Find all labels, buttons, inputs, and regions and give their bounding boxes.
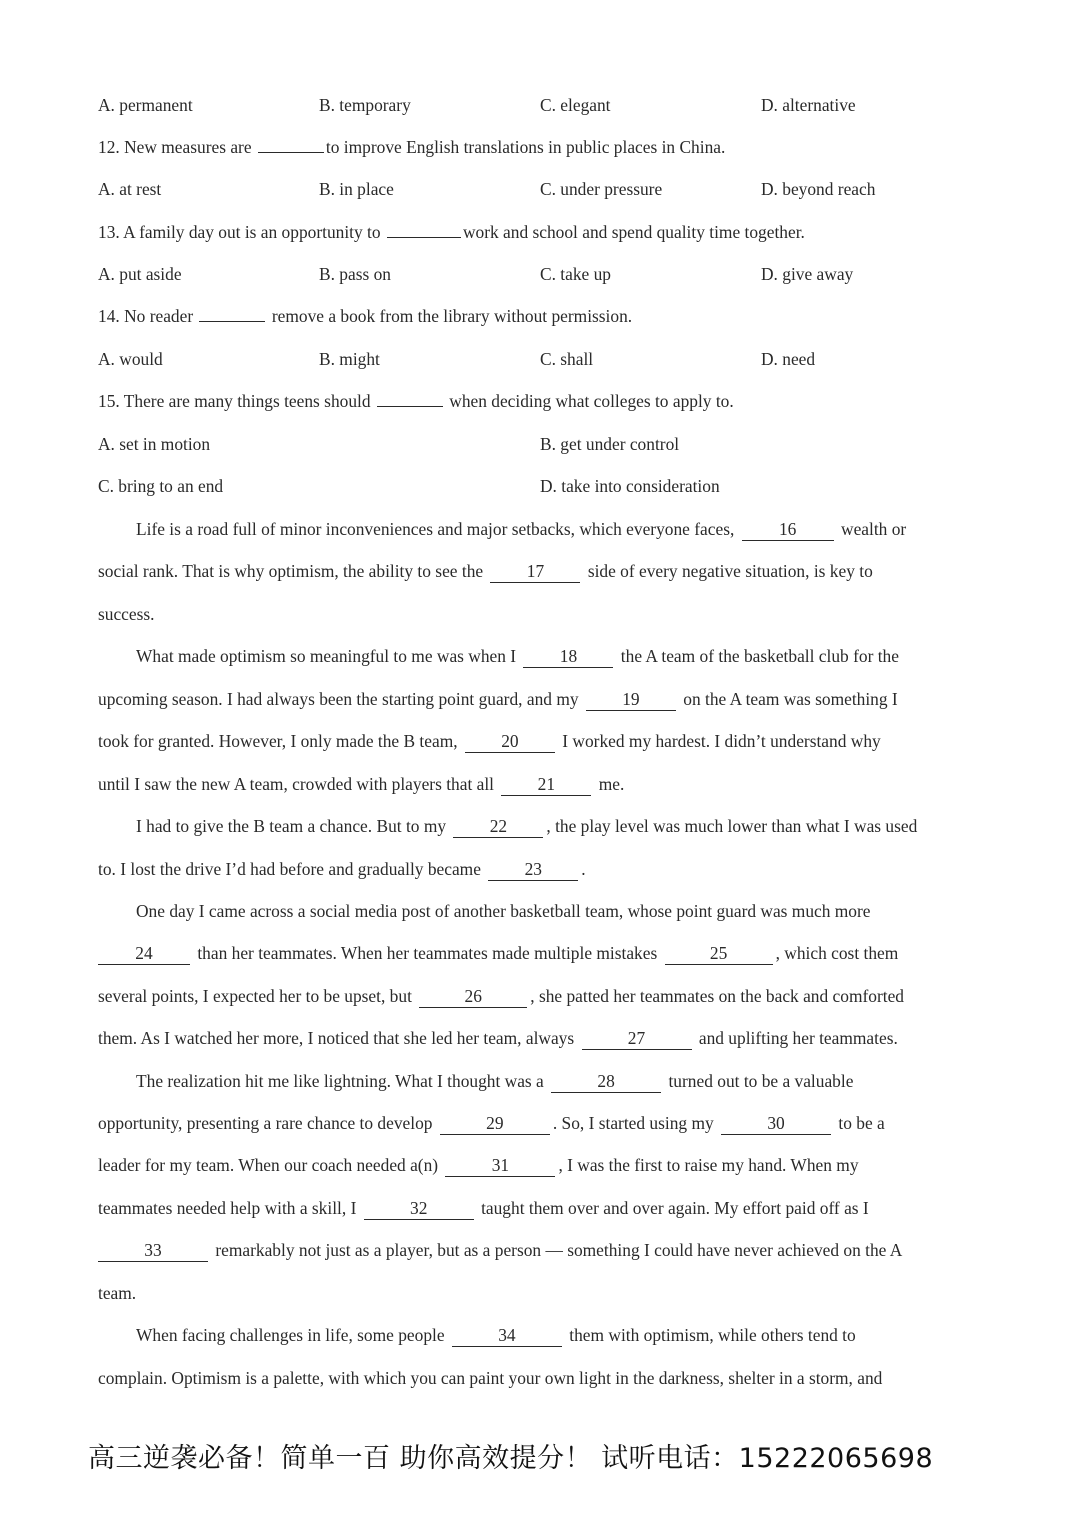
q15-blank <box>377 386 443 407</box>
passage-text: . So, I started using my <box>552 1113 719 1133</box>
passage-text: them with optimism, while others tend to <box>564 1325 856 1345</box>
passage-text: team. <box>98 1283 137 1303</box>
passage-text: teammates needed help with a skill, I <box>98 1198 361 1218</box>
passage-line <box>98 556 873 586</box>
q12-options <box>98 174 988 204</box>
passage-text: success. <box>98 604 155 624</box>
passage-line <box>98 641 899 671</box>
q15-option-d: D. take into consideration <box>540 476 720 496</box>
q11-options <box>98 90 988 120</box>
passage-line <box>98 896 871 926</box>
q15-option-b: B. get under control <box>540 434 680 454</box>
q14-options <box>98 344 988 374</box>
q12-option-c: C. under pressure <box>540 179 663 199</box>
cloze-blank-16: 16 <box>742 518 834 541</box>
q14-option-a: A. would <box>98 349 163 369</box>
passage-text: social rank. That is why optimism, the ability to see the <box>98 561 488 581</box>
passage-text: taught them over and over again. My effort paid off as I <box>476 1198 869 1218</box>
cloze-blank-24: 24 <box>98 942 190 965</box>
cloze-blank-20: 20 <box>465 730 555 753</box>
q13-text-before: 13. A family day out is an opportunity to <box>98 222 385 242</box>
passage-line <box>98 1320 856 1350</box>
cloze-blank-21: 21 <box>501 773 591 796</box>
q15-options-row2 <box>98 471 988 501</box>
passage-line <box>98 599 155 629</box>
cloze-blank-29: 29 <box>440 1112 550 1135</box>
passage-text: , the play level was much lower than what I was used <box>546 816 918 836</box>
passage-line <box>98 1150 859 1180</box>
passage-text: me. <box>594 774 625 794</box>
q12-text-after: to improve English translations in public places in China. <box>325 137 726 157</box>
passage-line <box>98 726 881 756</box>
q13-option-c: C. take up <box>540 264 611 284</box>
passage-text: , I was the first to raise my hand. When my <box>558 1155 859 1175</box>
q11-option-b: B. temporary <box>319 95 411 115</box>
q15-option-a: A. set in motion <box>98 434 211 454</box>
passage-line <box>98 1023 898 1053</box>
passage-line <box>98 1193 869 1223</box>
q12-option-a: A. at rest <box>98 179 162 199</box>
q12-text-before: 12. New measures are <box>98 137 256 157</box>
q14-option-b: B. might <box>319 349 380 369</box>
q14-text-after: remove a book from the library without permission. <box>267 306 633 326</box>
q12-option-d: D. beyond reach <box>761 179 876 199</box>
passage-line <box>98 811 917 841</box>
passage-line <box>98 1108 885 1138</box>
cloze-blank-30: 30 <box>721 1112 831 1135</box>
cloze-blank-26: 26 <box>419 985 527 1008</box>
passage-text: remarkably not just as a player, but as a person — something I could have never achieved on the A <box>211 1240 903 1260</box>
cloze-blank-34: 34 <box>452 1324 562 1347</box>
q12-blank <box>258 132 324 153</box>
passage-text: , which cost them <box>775 943 899 963</box>
passage-text: side of every negative situation, is key to <box>583 561 873 581</box>
passage-line <box>98 769 624 799</box>
q11-option-d: D. alternative <box>761 95 856 115</box>
passage-text: . <box>581 859 586 879</box>
passage-line <box>98 1235 902 1265</box>
q15-options-row1 <box>98 429 988 459</box>
passage-text: several points, I expected her to be upset, but <box>98 986 417 1006</box>
passage-text: the A team of the basketball club for the <box>616 646 899 666</box>
cloze-blank-28: 28 <box>551 1070 661 1093</box>
cloze-blank-23: 23 <box>488 858 578 881</box>
cloze-blank-22: 22 <box>453 815 543 838</box>
q13-stem <box>98 217 805 247</box>
passage-text: One day I came across a social media post of another basketball team, whose point guard was much more <box>136 901 871 921</box>
cloze-blank-27: 27 <box>582 1027 692 1050</box>
passage-line <box>98 684 898 714</box>
cloze-blank-25: 25 <box>665 942 773 965</box>
q11-option-c: C. elegant <box>540 95 611 115</box>
q15-text-before: 15. There are many things teens should <box>98 391 375 411</box>
q13-blank <box>387 217 461 238</box>
cloze-blank-18: 18 <box>523 645 613 668</box>
passage-text: complain. Optimism is a palette, with which you can paint your own light in the darkness, shelter in a storm, and <box>98 1368 883 1388</box>
q14-option-d: D. need <box>761 349 816 369</box>
passage-line <box>98 1363 882 1393</box>
passage-text: leader for my team. When our coach needed a(n) <box>98 1155 443 1175</box>
passage-line <box>98 981 904 1011</box>
passage-line <box>98 1066 853 1096</box>
passage-text: took for granted. However, I only made the B team, <box>98 731 462 751</box>
passage-text: to. I lost the drive I’d had before and gradually became <box>98 859 486 879</box>
q13-option-a: A. put aside <box>98 264 182 284</box>
q12-stem <box>98 132 725 162</box>
q13-text-after: work and school and spend quality time together. <box>462 222 805 242</box>
cloze-blank-31: 31 <box>445 1154 555 1177</box>
q13-option-d: D. give away <box>761 264 854 284</box>
passage-text: on the A team was something I <box>678 689 898 709</box>
passage-text: Life is a road full of minor inconveniences and major setbacks, which everyone faces, <box>136 519 739 539</box>
passage-text: I worked my hardest. I didn’t understand why <box>557 731 881 751</box>
passage-line <box>98 854 586 884</box>
q15-stem <box>98 386 734 416</box>
q12-option-b: B. in place <box>319 179 394 199</box>
q14-blank <box>199 301 265 322</box>
passage-line <box>98 938 898 968</box>
passage-text: I had to give the B team a chance. But to my <box>136 816 451 836</box>
q15-option-c: C. bring to an end <box>98 476 224 496</box>
cloze-blank-17: 17 <box>490 560 580 583</box>
passage-text: wealth or <box>836 519 907 539</box>
passage-text: turned out to be a valuable <box>664 1071 854 1091</box>
passage-text: to be a <box>834 1113 885 1133</box>
cloze-blank-32: 32 <box>364 1197 474 1220</box>
q14-option-c: C. shall <box>540 349 594 369</box>
passage-text: them. As I watched her more, I noticed that she led her team, always <box>98 1028 579 1048</box>
passage-text: opportunity, presenting a rare chance to develop <box>98 1113 437 1133</box>
passage-text: When facing challenges in life, some people <box>136 1325 449 1345</box>
q15-text-after: when deciding what colleges to apply to. <box>444 391 734 411</box>
passage-text: , she patted her teammates on the back and comforted <box>530 986 905 1006</box>
q14-text-before: 14. No reader <box>98 306 198 326</box>
q14-stem <box>98 301 632 331</box>
passage-text: and uplifting her teammates. <box>694 1028 898 1048</box>
passage-text: than her teammates. When her teammates made multiple mistakes <box>193 943 662 963</box>
q11-option-a: A. permanent <box>98 95 193 115</box>
passage-text: What made optimism so meaningful to me was when I <box>136 646 521 666</box>
passage-text: until I saw the new A team, crowded with players that all <box>98 774 499 794</box>
passage-text: The realization hit me like lightning. What I thought was a <box>136 1071 549 1091</box>
cloze-blank-33: 33 <box>98 1239 208 1262</box>
promo-footer: 高三逆袭必备！简单一百 助你高效提分！ 试听电话：15222065698 <box>88 1443 934 1474</box>
passage-text: upcoming season. I had always been the starting point guard, and my <box>98 689 583 709</box>
q13-option-b: B. pass on <box>319 264 391 284</box>
q13-options <box>98 259 988 289</box>
cloze-blank-19: 19 <box>586 688 676 711</box>
passage-line <box>98 1278 136 1308</box>
passage-line <box>98 514 906 544</box>
